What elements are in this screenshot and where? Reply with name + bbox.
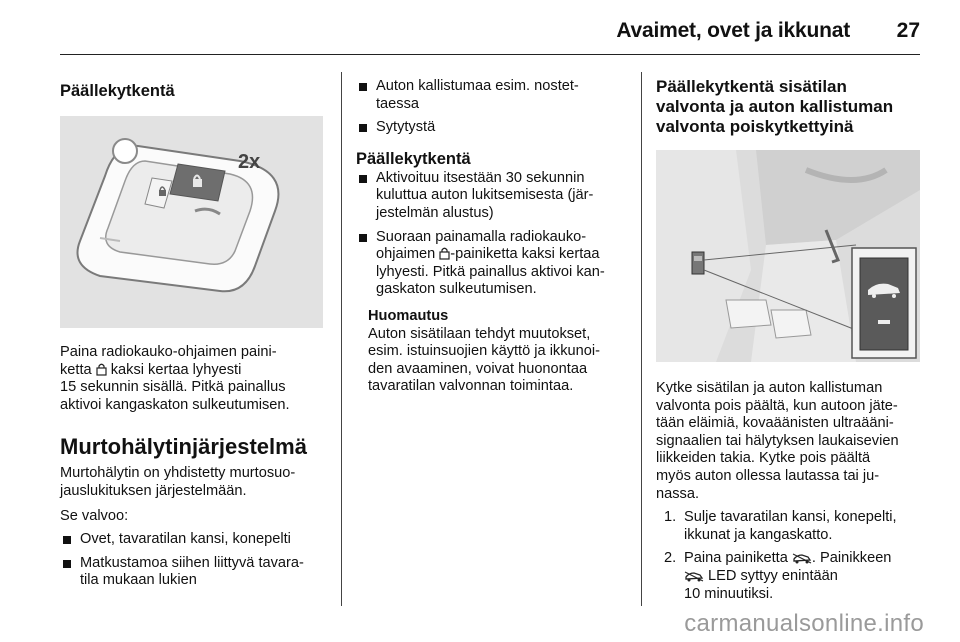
- key-fob-image: [60, 116, 323, 328]
- column-2: [356, 72, 628, 396]
- section-heading: Päällekytkentä: [356, 149, 471, 168]
- watermark: carmanualsonline.info: [684, 610, 924, 637]
- column-divider: [341, 72, 342, 606]
- list-item: Sytytystä: [356, 119, 628, 137]
- page-number: 27: [896, 19, 920, 42]
- car-tilt-icon: [684, 570, 704, 582]
- key-fob-icon: [60, 116, 323, 328]
- list-item: 1. Sulje tavaratilan kansi, konepelti, ikkunat ja kangaskatto.: [664, 509, 897, 543]
- column-3: [656, 72, 920, 603]
- list-item: Matkustamoa siihen liittyvä tavara- tila mukaan lukien: [60, 555, 325, 590]
- bullet-list: [356, 78, 628, 137]
- lock-icon: [439, 246, 450, 260]
- bullet-list: [356, 170, 628, 299]
- note-box: [356, 308, 628, 396]
- paragraph: Murtohälytin on yhdistetty murtosuo- jauslukituksen järjestelmään.: [60, 465, 296, 499]
- column-1: [60, 72, 325, 590]
- list-item: 2. Paina painiketta . Painikkeen LED syttyy enintään 10 minuutiksi.: [664, 550, 892, 602]
- section-heading-alarm: Murtohälytinjärjestelmä: [60, 434, 307, 460]
- press-twice-label: 2x: [238, 151, 261, 173]
- bullet-list: [60, 531, 325, 590]
- header-title: Avaimet, ovet ja ikkunat: [616, 19, 850, 42]
- section-heading: Päällekytkentä sisätilan valvonta ja auton kallistuman valvonta poiskytkettyinä: [656, 77, 894, 136]
- page-header: [60, 10, 920, 55]
- paragraph: Kytke sisätilan ja auton kallistuman valvonta pois päältä, kun autoon jäte- tään eläimiä, kovaäänisten ultraääni- signaalien tai hälytyksen laukaisevien liikkeiden takia. Kytke pois päältä myös auton ollessa lautassa tai ju- nassa.: [656, 380, 899, 502]
- paragraph: Paina radiokauko-ohjaimen paini- ketta kaksi kertaa lyhyesti 15 sekunnin sisällä. Pitkä painallus aktivoi kangaskaton sulkeutumisen.: [60, 344, 290, 413]
- car-tilt-icon: [792, 552, 812, 564]
- numbered-list: [656, 509, 920, 603]
- car-interior-illustration: [656, 150, 920, 362]
- list-item: Auton kallistumaa esim. nostet- taessa: [356, 78, 628, 113]
- column-divider: [641, 72, 642, 606]
- list-item: Aktivoituu itsestään 30 sekunnin kuluttua auton lukitsemisesta (jär- jestelmän alustus): [356, 170, 628, 223]
- section-heading: Päällekytkentä: [60, 82, 175, 100]
- paragraph: Se valvoo:: [60, 507, 129, 524]
- note-text: Auton sisätilaan tehdyt muutokset, esim. istuinsuojien käyttö ja ikkunoi- den avaaminen, voivat huonontaa tavaratilan valvonnan toimintaa.: [368, 325, 600, 395]
- interior-button-image: [656, 150, 920, 362]
- list-item: Suoraan painamalla radiokauko- ohjaimen -painiketta kaksi kertaa lyhyesti. Pitkä painallus aktivoi kan- gaskaton sulkeutumisen.: [356, 229, 628, 299]
- led-indicator-icon: [878, 320, 890, 324]
- lock-icon: [96, 362, 107, 376]
- note-title: Huomautus: [368, 307, 449, 324]
- list-item: Ovet, tavaratilan kansi, konepelti: [60, 531, 325, 549]
